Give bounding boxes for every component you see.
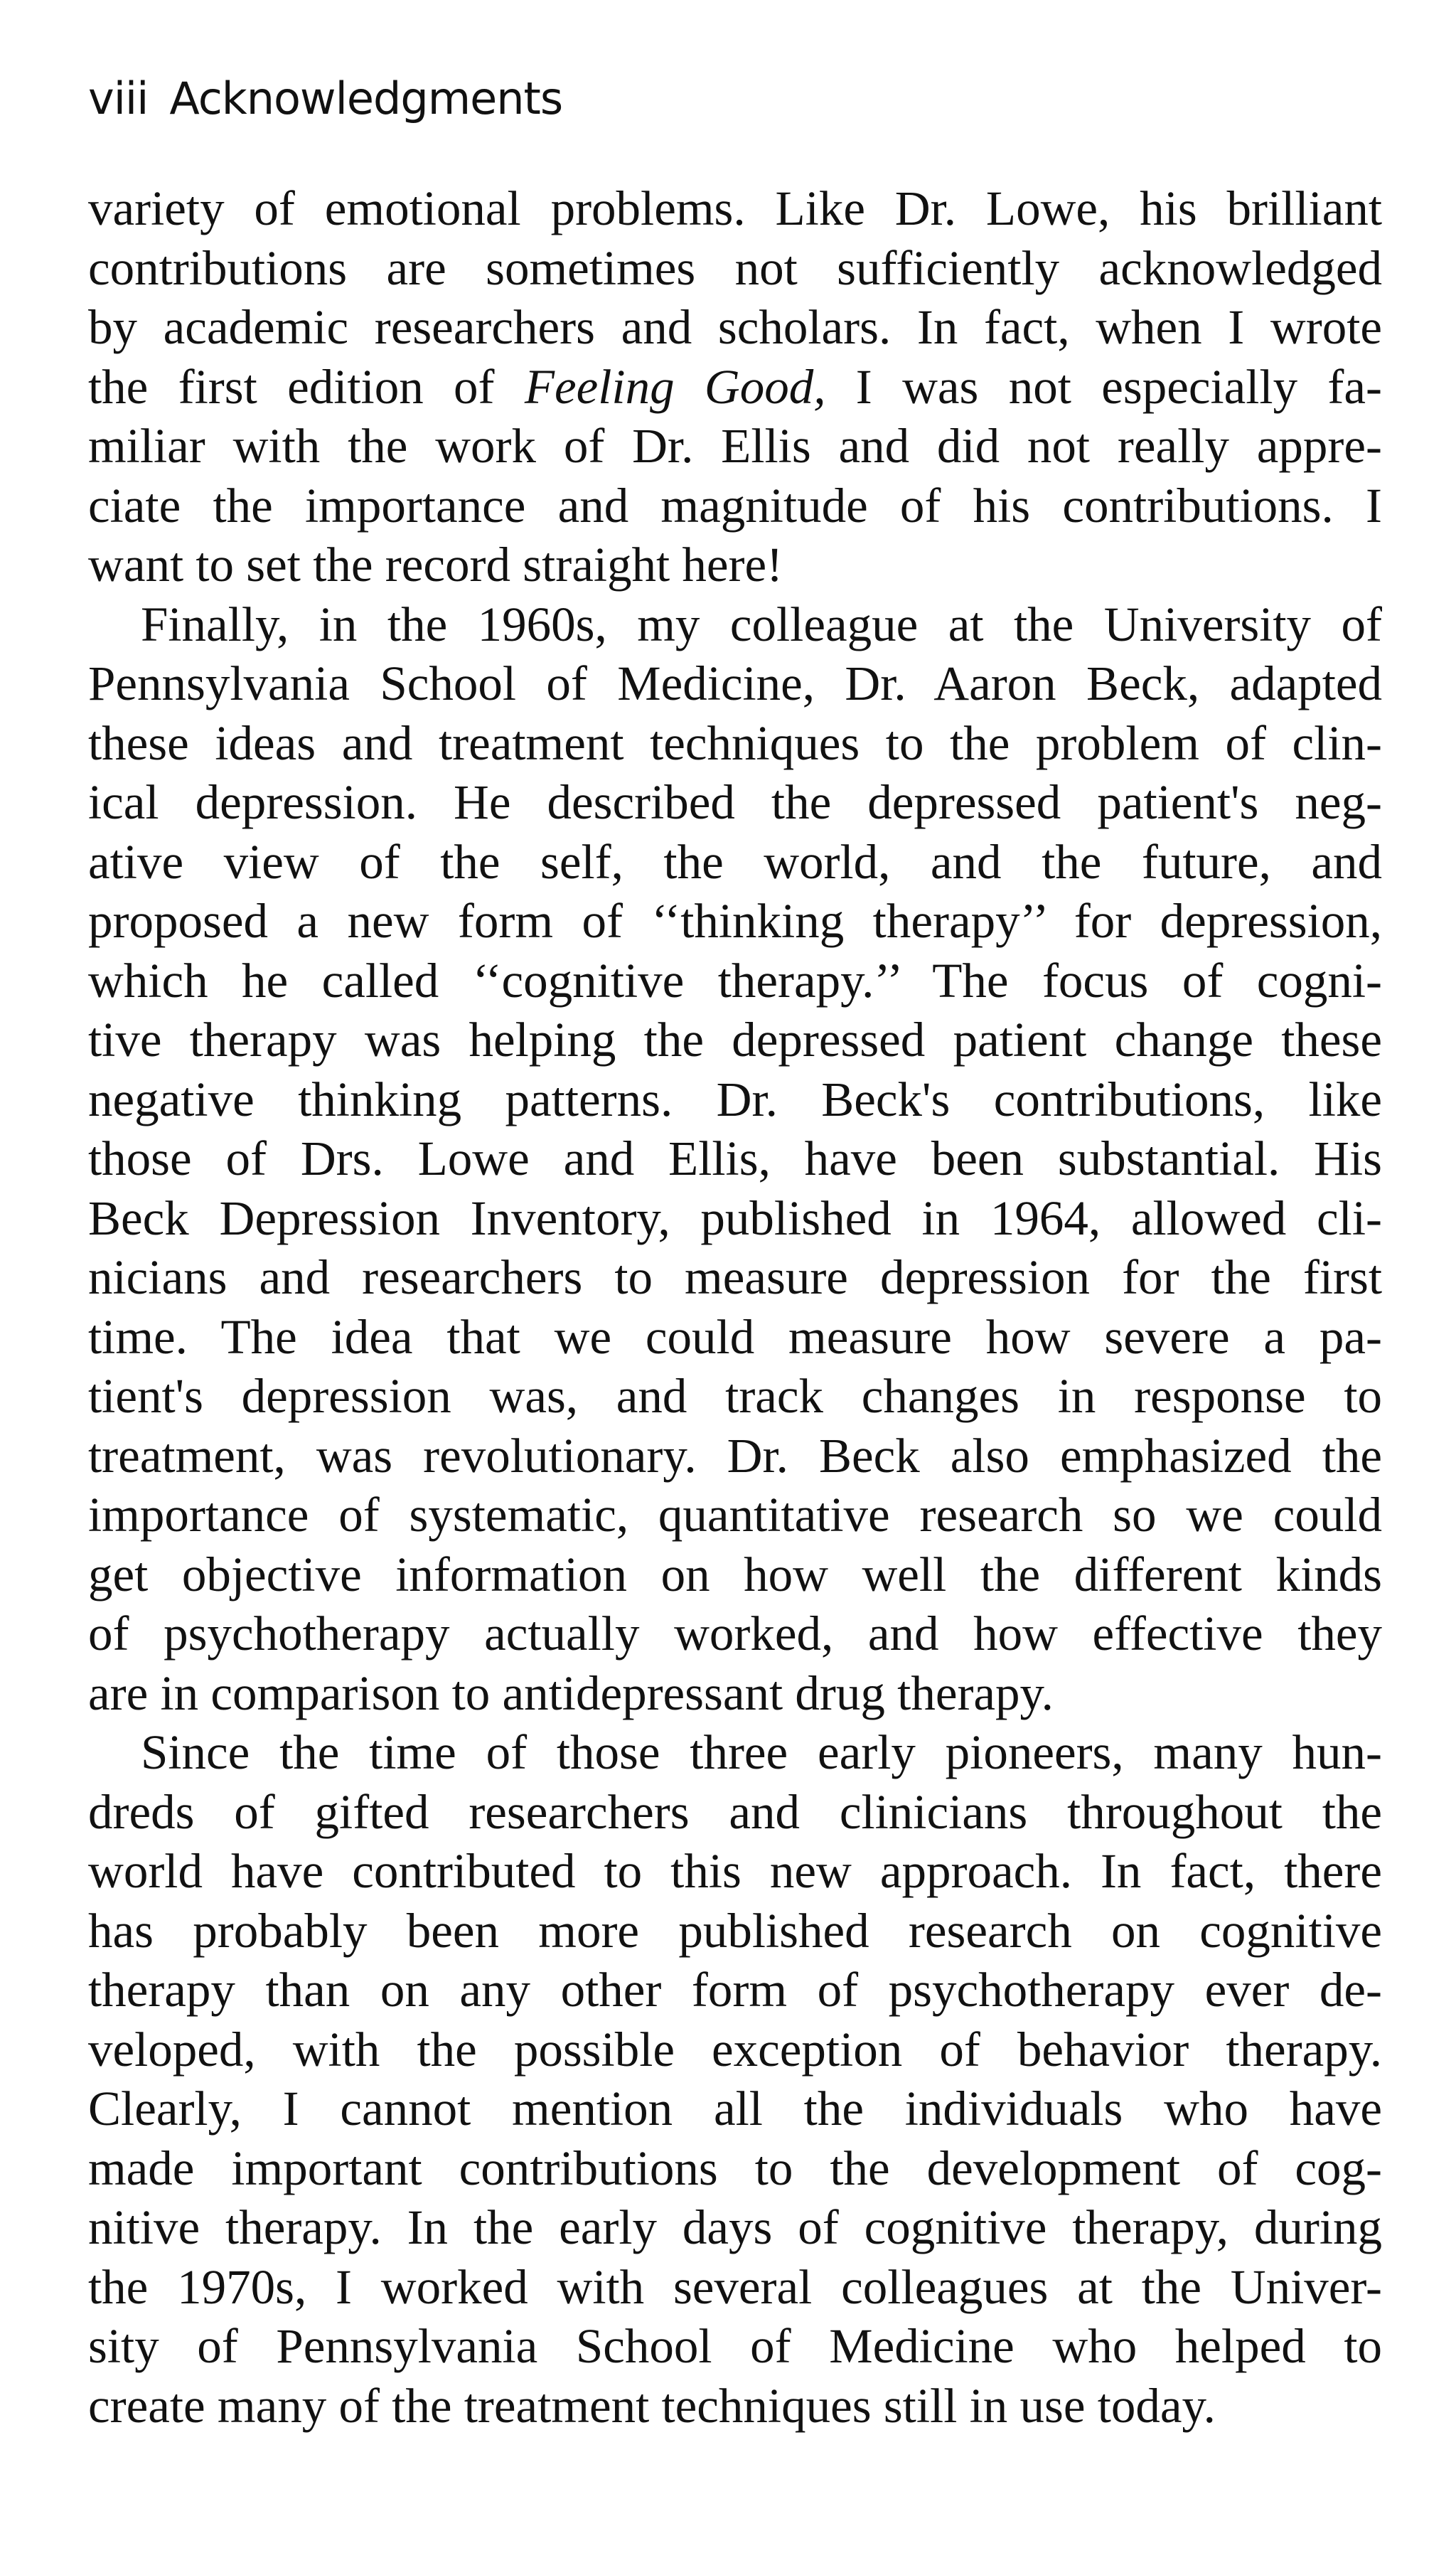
text-line: Beck Depression Inventory, published in 1964, allowed cli- [88,1190,1382,1245]
text-line: ative view of the self, the world, and the future, and [88,834,1382,889]
text-line: sity of Pennsylvania School of Medicine who helped to [88,2319,1382,2373]
text-line: tient's depression was, and track changes in response to [88,1369,1382,1423]
text-line: importance of systematic, quantitative research so we could [88,1488,1382,1542]
text-line: of psychotherapy actually worked, and how effective they [88,1606,1382,1661]
text-line: nicians and researchers to measure depression for the first [88,1250,1382,1304]
text-line: negative thinking patterns. Dr. Beck's contributions, like [88,1072,1382,1126]
text-line: dreds of gifted researchers and clinicians throughout the [88,1784,1382,1839]
text-line: get objective information on how well the different kinds [88,1547,1382,1601]
text-line: has probably been more published research on cognitive [88,1903,1382,1958]
text-line: are in comparison to antidepressant drug therapy. [88,1665,1054,1720]
text-line: the 1970s, I worked with several colleagues at the Univer- [88,2259,1382,2314]
text-line: treatment, was revolutionary. Dr. Beck also emphasized the [88,1428,1382,1483]
text-line: ical depression. He described the depressed patient's neg- [88,775,1382,829]
text-line: miliar with the work of Dr. Ellis and did not really appre- [88,419,1382,473]
text-line: want to set the record straight here! [88,538,783,592]
body-text [88,179,1382,2436]
text-line: contributions are sometimes not sufficiently acknowledged [88,240,1382,295]
text-line: Clearly, I cannot mention all the individuals who have [88,2082,1382,2136]
text-line: proposed a new form of ‘‘thinking therapy’’ for depression, [88,894,1382,948]
running-head [88,73,563,124]
text-line: veloped, with the possible exception of behavior therapy. [88,2022,1382,2077]
text-line: Since the time of those three early pioneers, many hun- [141,1725,1382,1779]
text-line: tive therapy was helping the depressed patient change these [88,1013,1382,1067]
text-line: Pennsylvania School of Medicine, Dr. Aaron Beck, adapted [88,656,1382,710]
text-line: variety of emotional problems. Like Dr. Lowe, his brilliant [88,181,1382,235]
text-line: ciate the importance and magnitude of his contributions. I [88,478,1382,533]
text-line: which he called ‘‘cognitive therapy.’’ The focus of cogni- [88,953,1382,1008]
paragraph [88,1723,1382,2436]
text-line: nitive therapy. In the early days of cognitive therapy, during [88,2200,1382,2254]
text-line: those of Drs. Lowe and Ellis, have been substantial. His [88,1131,1382,1185]
page-number: viii [88,73,149,124]
running-head-title: Acknowledgments [169,73,563,124]
text-line: made important contributions to the development of cog- [88,2141,1382,2195]
text-line: these ideas and treatment techniques to the problem of clin- [88,715,1382,770]
text-line: by academic researchers and scholars. In fact, when I wrote [88,300,1382,354]
text-line: create many of the treatment techniques still in use today. [88,2378,1216,2433]
text-line: Finally, in the 1960s, my colleague at the University of [141,597,1382,651]
text-line: world have contributed to this new approach. In fact, there [88,1844,1382,1898]
paragraph [88,595,1382,1724]
paragraph [88,179,1382,595]
text-line: therapy than on any other form of psychotherapy ever de- [88,1963,1382,2017]
text-line: the first edition of Feeling Good, I was not especially fa- [88,359,1382,414]
text-line: time. The idea that we could measure how severe a pa- [88,1309,1382,1364]
